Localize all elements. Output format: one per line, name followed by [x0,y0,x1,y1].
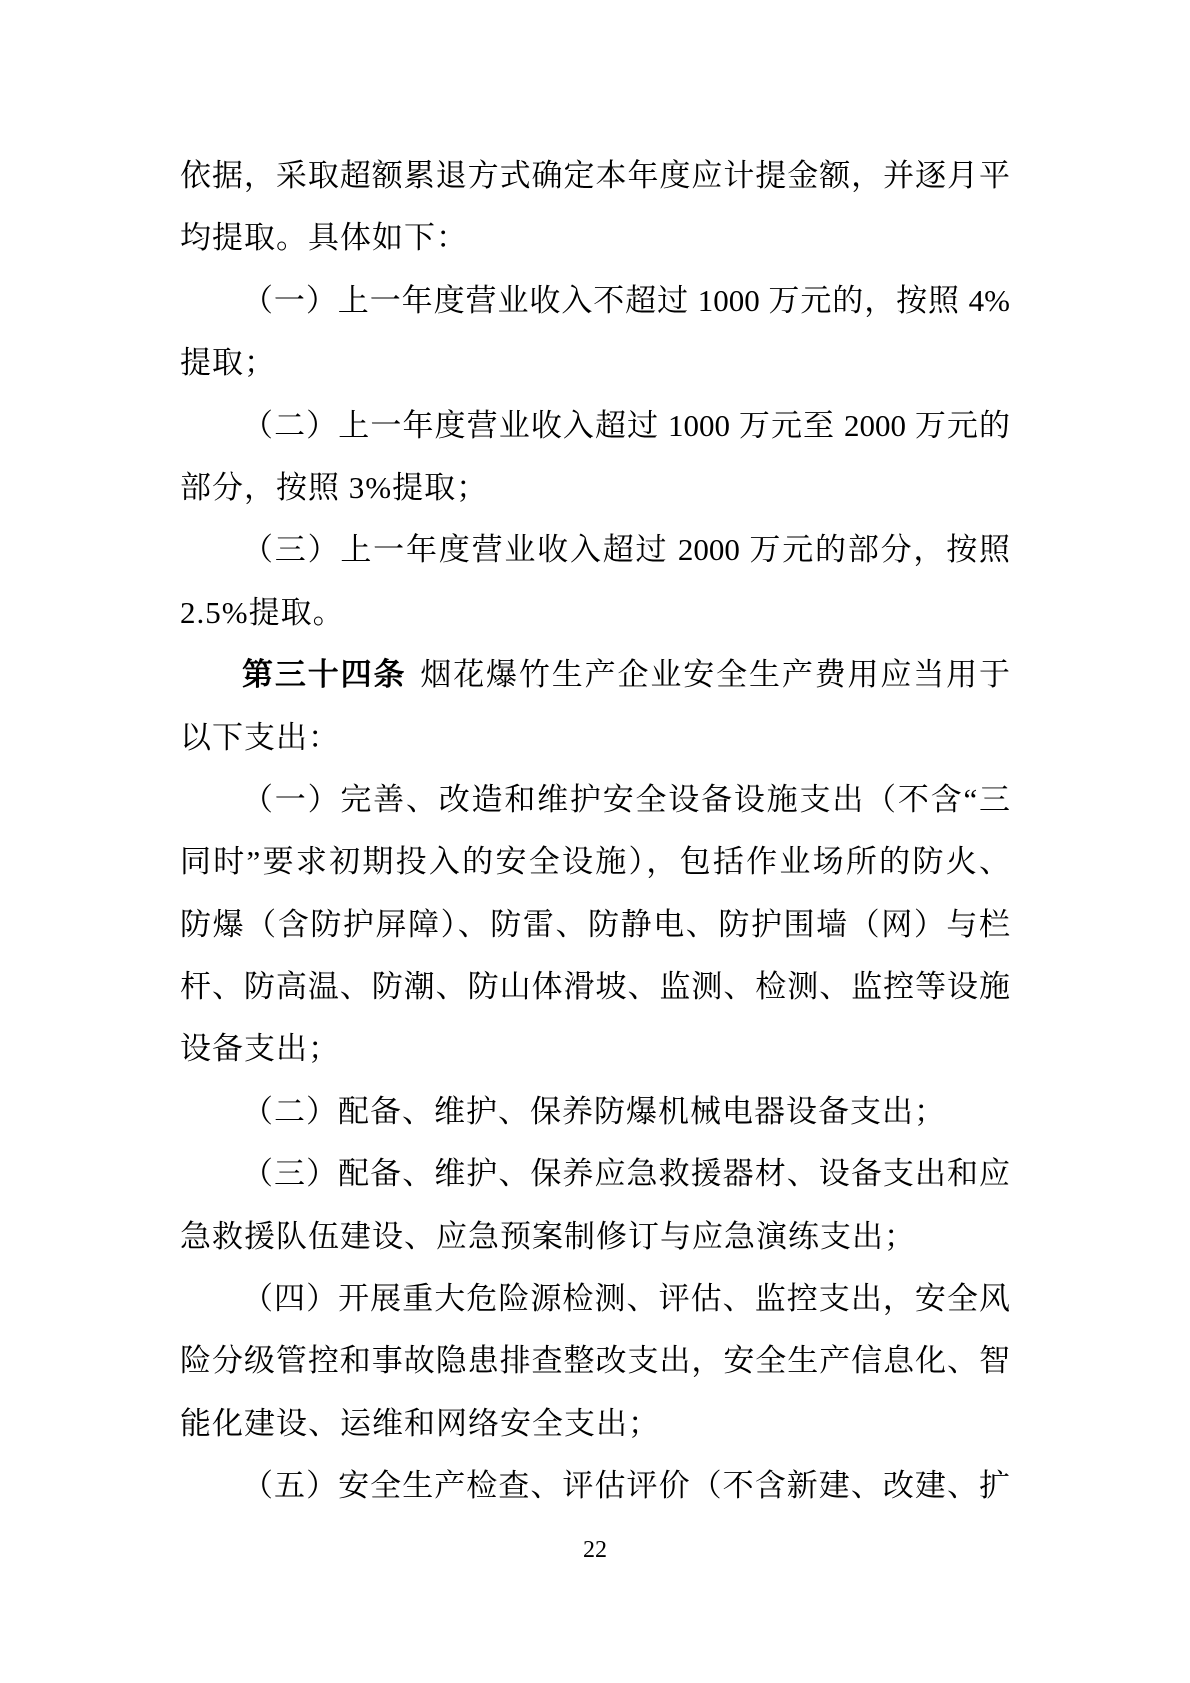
text-line: 2.5%提取。 [180,594,345,630]
text-line: 以下支出： [180,719,340,755]
article-number: 第三十四条 [242,657,407,693]
text-line: （五）安全生产检查、评估评价（不含新建、改建、扩 [242,1468,1010,1504]
text-line: （二）上一年度营业收入超过 1000 万元至 2000 万元的 [242,407,1010,443]
text-line: （一）完善、改造和维护安全设备设施支出（不含“三 [242,781,1010,817]
text-line: 防爆（含防护屏障）、防雷、防静电、防护围墙（网）与栏 [180,906,1010,942]
text-line: 提取； [180,345,276,381]
text-block [180,145,1010,1518]
text-line: （四）开展重大危险源检测、评估、监控支出，安全风 [242,1281,1010,1317]
text-line: 急救援队伍建设、应急预案制修订与应急演练支出； [180,1218,916,1254]
text-line: 险分级管控和事故隐患排查整改支出，安全生产信息化、智 [180,1343,1010,1379]
text-line: 同时”要求初期投入的安全设施），包括作业场所的防火、 [180,844,1010,880]
text-line: （三）配备、维护、保养应急救援器材、设备支出和应 [242,1156,1010,1192]
article-text: 烟花爆竹生产企业安全生产费用应当用于 [420,657,1011,693]
text-line: 杆、防高温、防潮、防山体滑坡、监测、检测、监控等设施 [180,969,1010,1005]
text-line: （二）配备、维护、保养防爆机械电器设备支出； [242,1093,946,1129]
text-line: 依据，采取超额累退方式确定本年度应计提金额，并逐月平 [180,158,1010,193]
text-line: 能化建设、运维和网络安全支出； [180,1405,660,1441]
page-number: 22 [583,1537,607,1563]
text-line: 设备支出； [180,1031,340,1067]
text-line: （三）上一年度营业收入超过 2000 万元的部分，按照 [242,532,1010,568]
text-line: 均提取。具体如下： [180,220,468,256]
text-line: （一）上一年度营业收入不超过 1000 万元的，按照 4% [242,282,1010,318]
text-line: 部分，按照 3%提取； [180,469,489,505]
text-line article-34-heading-line [180,644,1010,706]
